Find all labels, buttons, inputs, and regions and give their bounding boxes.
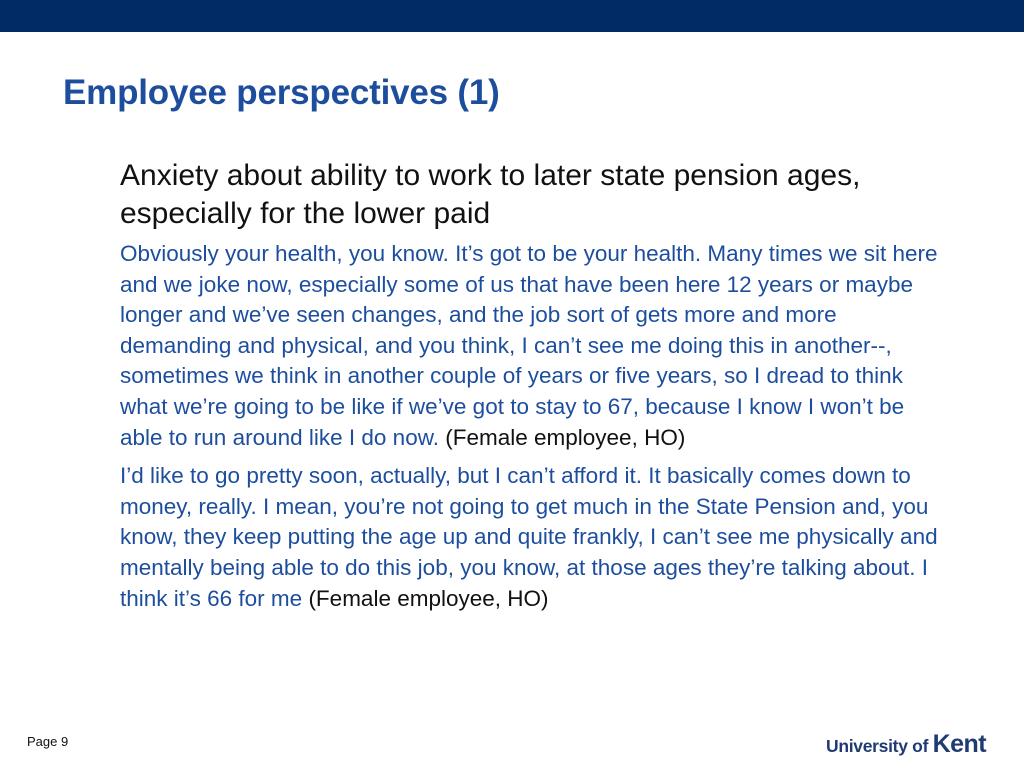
page-number: Page 9 — [27, 734, 69, 749]
university-logo — [826, 730, 986, 759]
slide-heading: Anxiety about ability to work to later state pension ages, especially for the lower paid — [120, 159, 861, 230]
top-banner — [0, 0, 1024, 32]
slide-content — [120, 157, 940, 622]
slide-title: Employee perspectives (1) — [63, 73, 500, 112]
quote-1-attribution: (Female employee, HO) — [445, 424, 686, 450]
logo-accent-text: Kent — [932, 730, 987, 758]
quote-1-text: Obviously your health, you know. It’s got to be your health. Many times we sit here and we joke now, especially some of us that have been here 12 years or maybe longer and we’ve seen changes, and the job sort of gets more and more demanding and physical, and you think, I can’t see me doing this in another--, sometimes we think in another couple of years or five years, so I dread to think what we’re going to be like if we’ve got to stay to 67, because I know I won’t be able to run around like I do now. — [120, 241, 938, 450]
quote-2-attribution: (Female employee, HO) — [308, 585, 549, 611]
quote-1 — [120, 239, 940, 453]
logo-text: University of — [826, 736, 929, 756]
quote-2 — [120, 461, 940, 614]
quote-2-text: I’d like to go pretty soon, actually, but I can’t afford it. It basically comes down to money, really. I mean, you’re not going to get much in the State Pension and, you know, they keep putting the age up and quite frankly, I can’t see me physically and mentally being able to do this job, you know, at those ages they’re talking about. I think it’s 66 for me — [120, 463, 938, 611]
